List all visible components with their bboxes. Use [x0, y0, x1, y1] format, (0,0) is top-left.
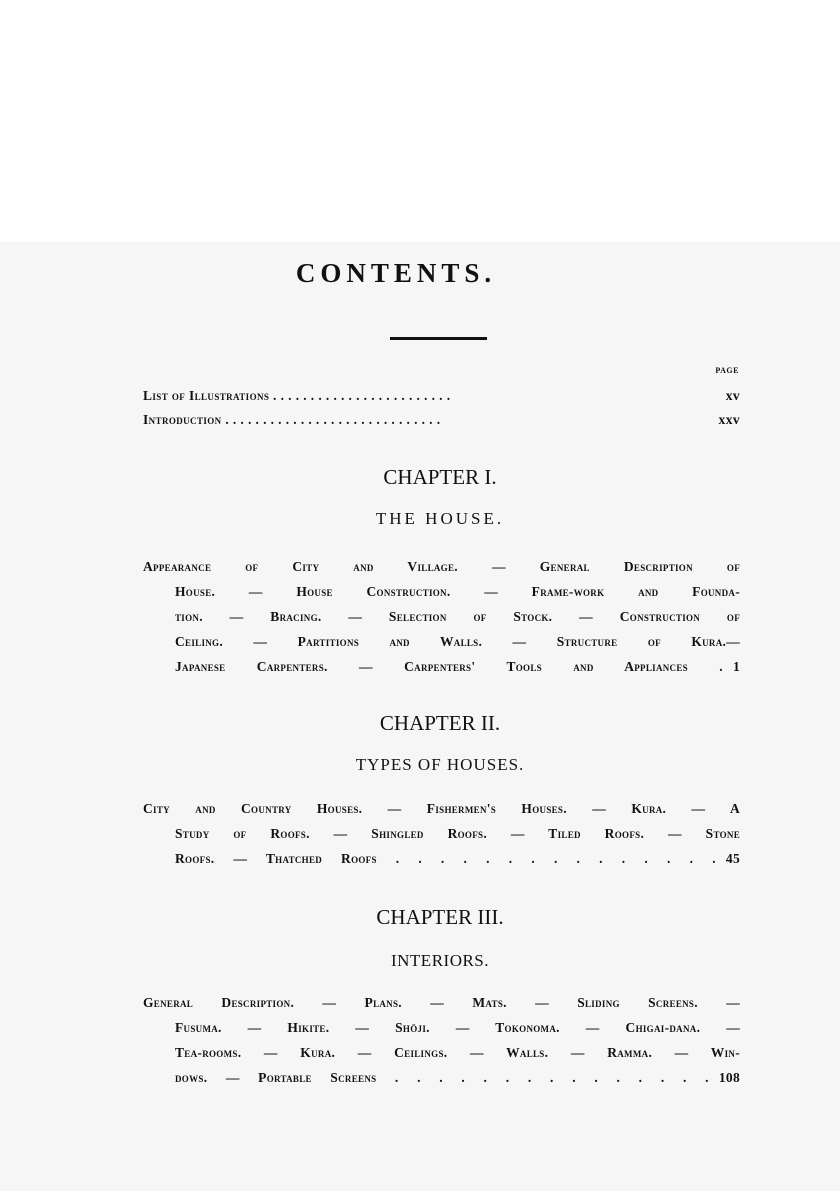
toc-entry-page: xv [725, 388, 740, 403]
toc-entry-label: Introduction . . . . . . . . . . . . . . . . . . . . . . . . . . . . . [143, 412, 441, 427]
page-title: CONTENTS. [295, 258, 497, 288]
summary-line: dows. — Portable Screens . . . . . . . . . . . . . . . [175, 1070, 709, 1085]
summary-line: Fusuma. — Hikite. — Shōji. — Tokonoma. — Chigai-dana. — [175, 1020, 740, 1035]
toc-entry-introduction [143, 408, 740, 432]
toc-entry-illustrations [143, 384, 740, 408]
toc-entry-page: xxv [718, 412, 740, 427]
chapter-subtitle: INTERIORS. [390, 951, 490, 970]
summary-line: Study of Roofs. — Shingled Roofs. — Tiled Roofs. — Stone [175, 826, 740, 841]
page-column-header: PAGE [715, 366, 739, 375]
chapter-page-number: 1 [732, 659, 740, 674]
title-rule [390, 337, 487, 340]
summary-line: Appearance of City and Village. — General Description of [143, 559, 740, 574]
chapter-heading: CHAPTER II. [379, 711, 501, 735]
chapter-page-number: 45 [725, 851, 740, 866]
chapter-summary [143, 554, 740, 679]
summary-line: Japanese Carpenters. — Carpenters' Tools and Appliances . [175, 659, 723, 674]
summary-line: Roofs. — Thatched Roofs . . . . . . . . . . . . . . . [175, 851, 716, 866]
chapter-heading: CHAPTER III. [376, 905, 504, 929]
summary-line: tion. — Bracing. — Selection of Stock. — Construction of [175, 609, 740, 624]
chapter-heading: CHAPTER I. [383, 465, 497, 489]
summary-line: Ceiling. — Partitions and Walls. — Structure of Kura.— [175, 634, 740, 649]
chapter-subtitle: THE HOUSE. [375, 509, 505, 528]
chapter-page-number: 108 [718, 1070, 740, 1085]
chapter-subtitle: TYPES OF HOUSES. [355, 755, 525, 774]
toc-entry-label: List of Illustrations . . . . . . . . . . . . . . . . . . . . . . . . [143, 388, 451, 403]
chapter-summary [143, 796, 740, 871]
summary-line: House. — House Construction. — Frame-work and Founda- [175, 584, 740, 599]
summary-line: Tea-rooms. — Kura. — Ceilings. — Walls. — Ramma. — Win- [175, 1045, 740, 1060]
chapter-summary [143, 990, 740, 1090]
summary-line: General Description. — Plans. — Mats. — Sliding Screens. — [143, 995, 740, 1010]
summary-line: City and Country Houses. — Fishermen's Houses. — Kura. — A [143, 801, 740, 816]
